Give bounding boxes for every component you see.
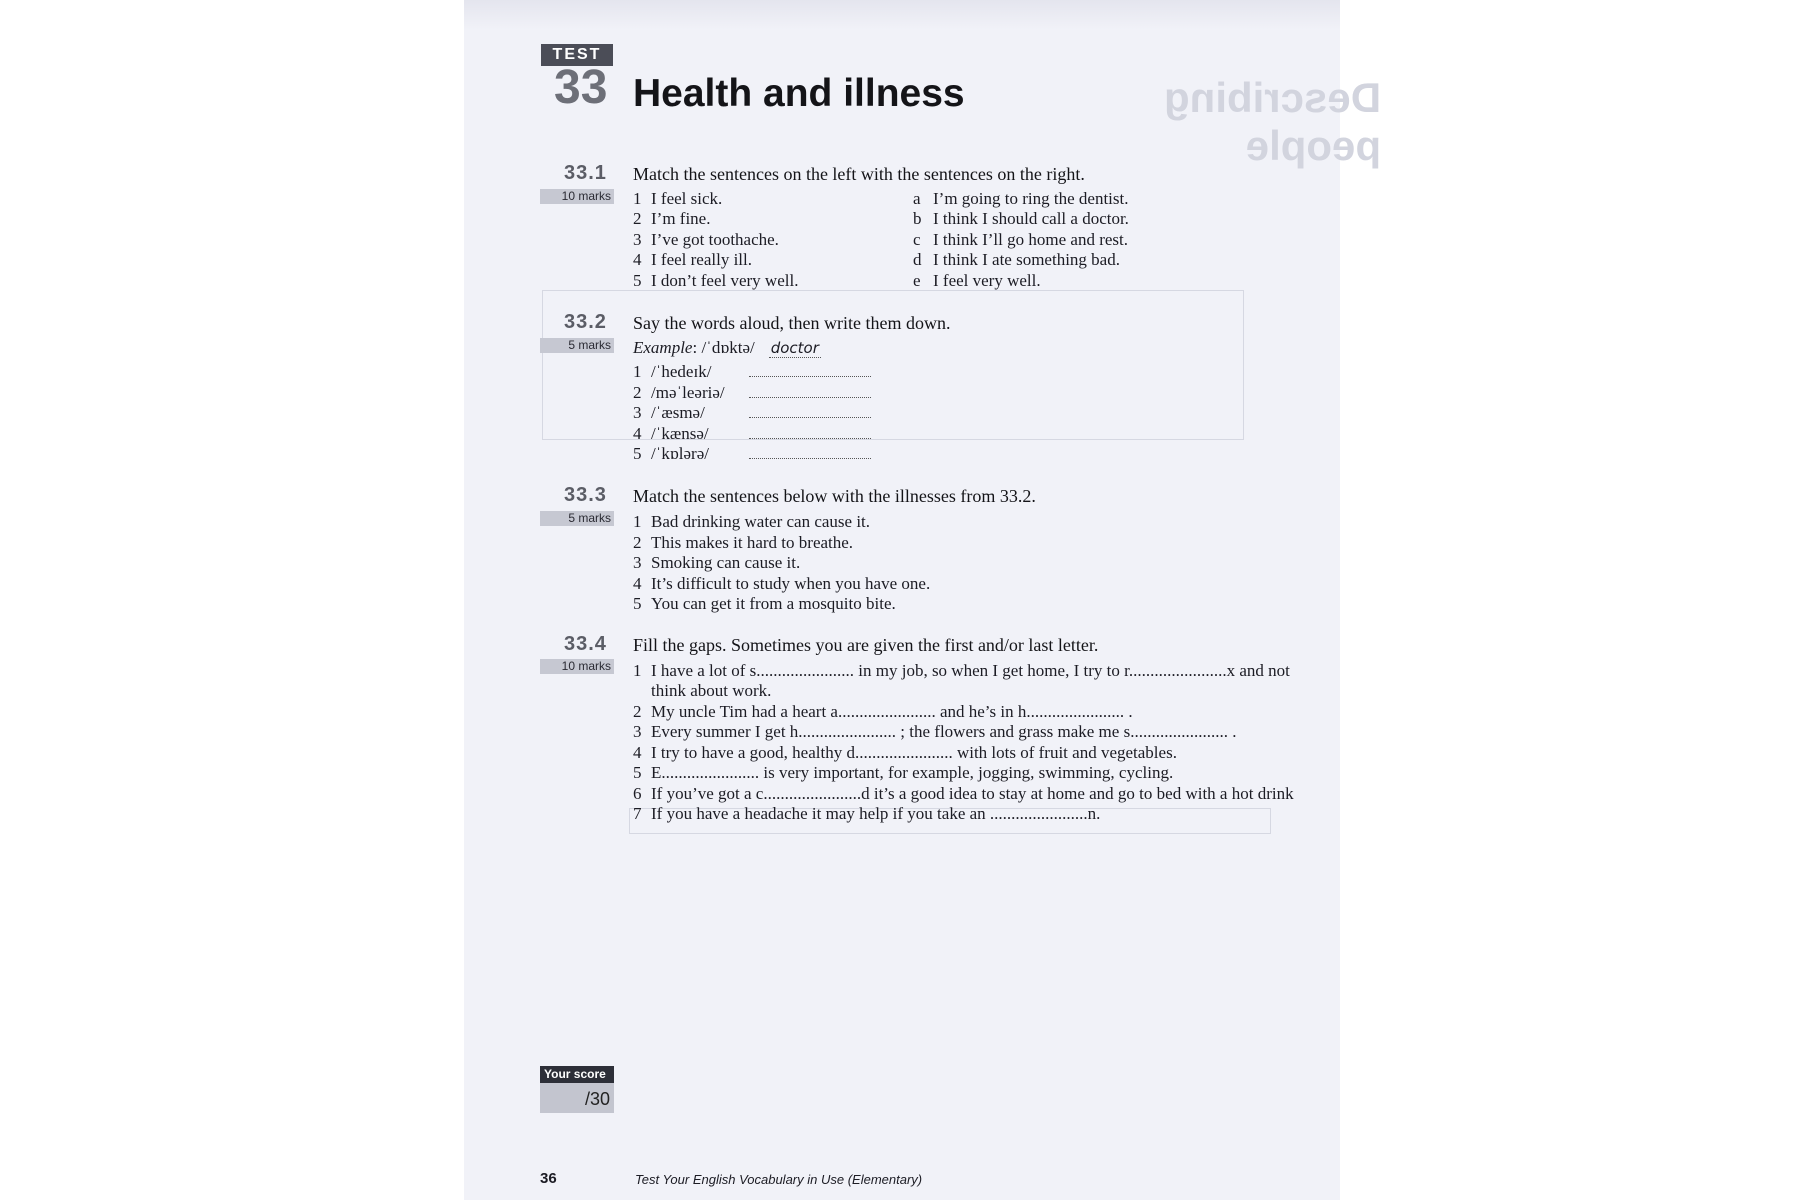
list-item: 6 If you’ve got a c.......................d it’s a good idea to stay at home and go to bed with a hot drink: [633, 784, 1294, 803]
list-item: 2 /məˈleəriə/: [633, 383, 871, 403]
book-title: Test Your English Vocabulary in Use (Elementary): [635, 1172, 923, 1187]
list-item: 5 I don’t feel very well.: [633, 271, 799, 290]
page-title: Health and illness: [633, 72, 965, 115]
marks-badge: 5 marks: [540, 338, 614, 353]
marks-badge: 5 marks: [540, 511, 614, 526]
list-item: 4 /ˈkænsə/: [633, 424, 871, 444]
list-item: a I’m going to ring the dentist.: [913, 189, 1129, 208]
list-item: 2 I’m fine.: [633, 209, 711, 228]
answer-blank[interactable]: [749, 383, 871, 398]
list-item: 5 E....................... is very important, for example, jogging, swimming, cycling.: [633, 763, 1174, 782]
list-item: 5 You can get it from a mosquito bite.: [633, 594, 896, 613]
list-item: 3 Smoking can cause it.: [633, 553, 801, 572]
exercise-instruction: Fill the gaps. Sometimes you are given the first and/or last letter.: [633, 635, 1099, 655]
list-item: e I feel very well.: [913, 271, 1041, 290]
list-item: 3 I’ve got toothache.: [633, 230, 779, 249]
exercise-number: 33.2: [564, 311, 607, 333]
exercise-instruction: Match the sentences on the left with the sentences on the right.: [633, 164, 1085, 184]
list-item: b I think I should call a doctor.: [913, 209, 1129, 228]
list-item: 4 I try to have a good, healthy d....................... with lots of fruit and vegetables.: [633, 743, 1177, 762]
exercise-number: 33.4: [564, 633, 607, 655]
bleed-through-title: Describing people: [1164, 74, 1382, 169]
list-item: 3 Every summer I get h....................... ; the flowers and grass make me s....................... .: [633, 722, 1237, 741]
answer-blank[interactable]: [749, 362, 871, 377]
score-label: Your score: [540, 1066, 614, 1083]
list-item: 4 It’s difficult to study when you have one.: [633, 574, 931, 593]
page-number: 36: [540, 1170, 557, 1187]
exercise-number: 33.1: [564, 162, 607, 184]
answer-blank[interactable]: [749, 424, 871, 439]
marks-badge: 10 marks: [540, 189, 614, 204]
answer-blank[interactable]: [749, 403, 871, 418]
test-tag: TEST: [541, 44, 613, 66]
list-item-continuation: think about work.: [651, 681, 772, 700]
book-page: [464, 0, 1382, 1200]
answer-blank[interactable]: [749, 444, 871, 459]
list-item: 4 I feel really ill.: [633, 250, 753, 269]
list-item: 5 /ˈkɒlərə/: [633, 444, 871, 464]
list-item: c I think I’ll go home and rest.: [913, 230, 1128, 249]
score-value: /30: [540, 1083, 614, 1113]
example-answer: doctor: [770, 339, 819, 357]
list-item: 1 I have a lot of s....................... in my job, so when I get home, I try to r.......................x and not: [633, 661, 1290, 680]
list-item: 3 /ˈæsmə/: [633, 403, 871, 423]
list-item: 1 I feel sick.: [633, 189, 723, 208]
list-item: d I think I ate something bad.: [913, 250, 1120, 269]
page-shadow: [464, 0, 1340, 30]
list-item: 1 Bad drinking water can cause it.: [633, 512, 871, 531]
exercise-instruction: Say the words aloud, then write them down.: [633, 313, 951, 333]
list-item: 2 My uncle Tim had a heart a....................... and he’s in h....................... .: [633, 702, 1133, 721]
exercise-instruction: Match the sentences below with the illnesses from 33.2.: [633, 486, 1036, 506]
example-line: Example: /ˈdɒktə/ doctor: [633, 338, 819, 357]
list-item: 2 This makes it hard to breathe.: [633, 533, 854, 552]
score-box: [540, 1066, 614, 1113]
test-number: 33: [554, 61, 608, 114]
exercise-number: 33.3: [564, 484, 607, 506]
list-item: 7 If you have a headache it may help if you take an .......................n.: [633, 804, 1101, 823]
marks-badge: 10 marks: [540, 659, 614, 674]
list-item: 1 /ˈhedeɪk/: [633, 362, 871, 382]
